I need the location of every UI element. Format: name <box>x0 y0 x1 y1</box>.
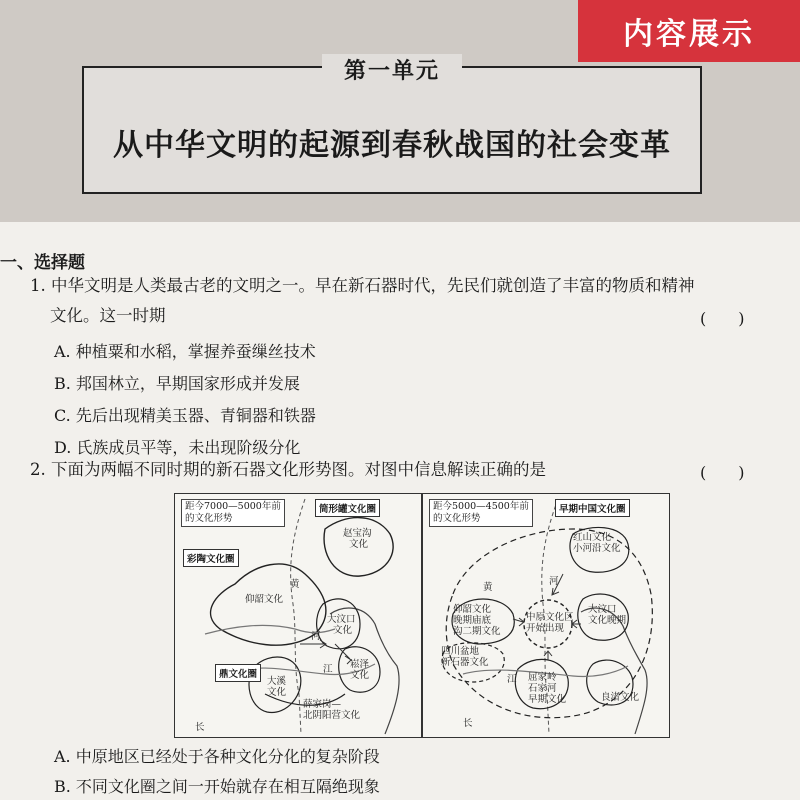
map-1-tube-jar-circle: 筒形罐文化圈 <box>315 499 380 517</box>
map-1-daxi-line-1: 大溪 <box>267 676 287 687</box>
map-1-zhaobaogou-line-2: 文化 <box>349 539 369 550</box>
map-2-sichuan-line-1: 四川盆地 <box>441 646 480 657</box>
map-2-river-huang: 黄 <box>483 582 493 593</box>
map-2-caption-line-1: 距今5000—4500年前 <box>433 501 529 512</box>
map-2-qujialing-line-2: 石家河 <box>528 683 557 694</box>
map-2-yangshao-late-line-1: 仰韶文化 <box>453 604 492 615</box>
map-1-xuejiagang-label <box>303 699 360 721</box>
map-2-qujialing-label <box>528 672 566 705</box>
map-1-daxi-line-2: 文化 <box>267 687 287 698</box>
map-1-songze-label <box>350 659 369 681</box>
question-1-option-c: C. 先后出现精美玉器、青铜器和铁器 <box>54 406 316 425</box>
map-1-dawenkou-line-1: 大汶口 <box>327 614 356 625</box>
map-1-songze-line-1: 崧泽 <box>350 659 370 670</box>
map-2-river-he: 河 <box>549 576 559 587</box>
map-1-river-huang: 黄 <box>290 579 300 590</box>
map-2-yangshao-late-line-2: 晚期庙底 <box>453 615 492 626</box>
map-neolithic-7000-5000 <box>174 493 422 738</box>
question-2-option-a: A. 中原地区已经处于各种文化分化的复杂阶段 <box>54 747 380 766</box>
map-1-river-jiang: 江 <box>323 664 333 675</box>
map-1-dawenkou-label <box>327 614 356 636</box>
map-1-caption-line-1: 距今7000—5000年前 <box>185 501 281 512</box>
question-2-answer-paren: ( ) <box>700 463 745 482</box>
map-2-sichuan-line-2: 新石器文化 <box>441 657 489 668</box>
map-1-river-chang: 长 <box>195 722 205 733</box>
question-1-answer-paren: ( ) <box>700 309 745 328</box>
map-1-daxi-label <box>267 676 286 698</box>
map-2-dawenkou-late-label <box>588 604 626 626</box>
map-1-zhaobaogou-label <box>343 528 372 550</box>
section-heading: 一、选择题 <box>0 253 85 273</box>
map-2-qujialing-line-1: 屈家岭 <box>528 672 557 683</box>
map-1-caption-line-2: 的文化形势 <box>185 513 233 524</box>
map-neolithic-5000-4500 <box>422 493 670 738</box>
map-1-xuejiagang-line-1: 薛家岗— <box>303 699 342 710</box>
map-1-caption <box>181 499 285 527</box>
map-2-central-plains-line-2: 开始出现 <box>526 623 565 634</box>
question-1-option-b: B. 邦国林立，早期国家形成并发展 <box>54 374 300 393</box>
map-1-river-he: 河 <box>311 631 321 642</box>
unit-title: 从中华文明的起源到春秋战国的社会变革 <box>113 128 671 163</box>
map-2-central-plains-line-1: 中原文化区 <box>526 612 574 623</box>
map-2-yangshao-late-label <box>453 604 501 637</box>
unit-label: 第一单元 <box>322 54 462 85</box>
map-2-hongshan-line-2: 小河沿文化 <box>573 543 621 554</box>
question-1-option-d: D. 氏族成员平等，未出现阶级分化 <box>54 438 301 457</box>
map-2-dawenkou-late-line-1: 大汶口 <box>588 604 617 615</box>
question-1-option-a: A. 种植粟和水稻，掌握养蚕缫丝技术 <box>54 342 316 361</box>
question-2-line-1: 2. 下面为两幅不同时期的新石器文化形势图。对图中信息解读正确的是 <box>30 460 546 479</box>
map-2-yangshao-late-line-3: 沟二期文化 <box>453 626 501 637</box>
map-2-liangzhu-label: 良渚文化 <box>601 692 640 703</box>
question-1-line-1: 1. 中华文明是人类最古老的文明之一。早在新石器时代，先民们就创造了丰富的物质和精神 <box>30 276 695 295</box>
map-2-central-plains-label <box>526 612 574 634</box>
map-1-ding-circle: 鼎文化圈 <box>215 664 261 682</box>
map-2-hongshan-line-1: 红山文化 <box>573 532 612 543</box>
map-2-qujialing-line-3: 早期文化 <box>528 694 567 705</box>
bleed-text <box>6 224 20 244</box>
map-1-xuejiagang-line-2: 北阴阳营文化 <box>303 710 361 721</box>
map-1-songze-line-2: 文化 <box>350 670 370 681</box>
map-2-early-china-sphere: 早期中国文化圈 <box>555 499 630 517</box>
question-1-line-2: 文化。这一时期 <box>50 306 166 325</box>
map-2-caption <box>429 499 533 527</box>
map-1-painted-pottery-circle: 彩陶文化圈 <box>183 549 239 567</box>
question-2-option-b: B. 不同文化圈之间一开始就存在相互隔绝现象 <box>54 777 380 796</box>
map-2-dawenkou-late-line-2: 文化晚期 <box>588 615 627 626</box>
unit-title-frame <box>82 58 702 194</box>
map-2-caption-line-2: 的文化形势 <box>433 513 481 524</box>
map-2-hongshan-label <box>573 532 621 554</box>
map-1-dawenkou-line-2: 文化 <box>333 625 353 636</box>
map-2-river-jiang: 江 <box>507 674 517 685</box>
map-1-yangshao-label: 仰韶文化 <box>245 594 284 605</box>
map-1-zhaobaogou-line-1: 赵宝沟 <box>343 528 372 539</box>
content-display-badge: 内容展示 <box>578 0 800 62</box>
map-2-river-chang: 长 <box>463 718 473 729</box>
map-1-drawing <box>175 494 422 738</box>
map-2-sichuan-label <box>441 646 489 668</box>
